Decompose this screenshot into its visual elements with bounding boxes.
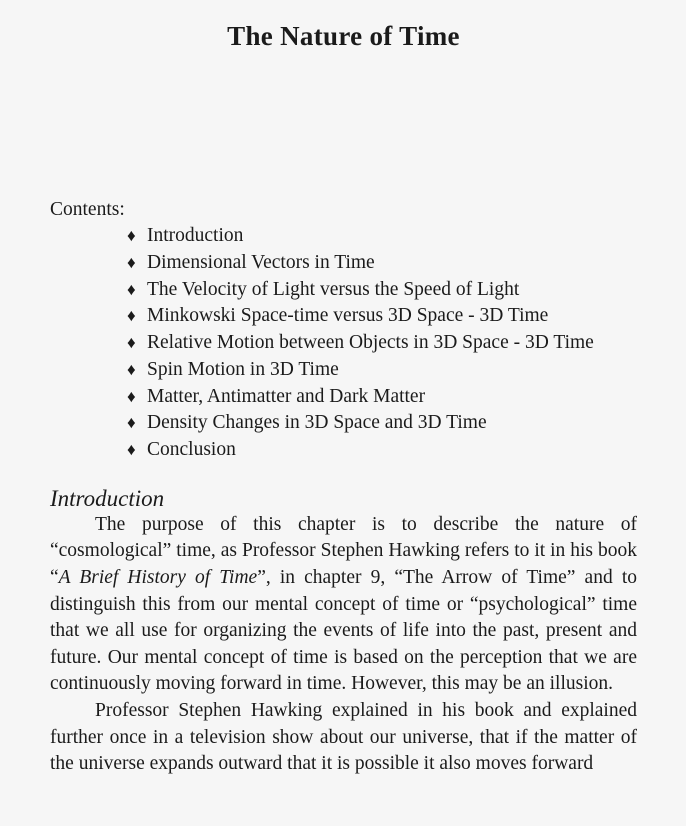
toc-item: [127, 223, 637, 250]
diamond-bullet-icon: ♦: [127, 386, 136, 406]
toc-item-label: Spin Motion in 3D Time: [147, 358, 339, 380]
toc-item-label: Relative Motion between Objects in 3D Space - 3D Time: [147, 332, 594, 353]
toc-item-label: Minkowski Space-time versus 3D Space - 3D Time: [147, 305, 549, 327]
paragraph-1-text-after-book: ”, in chapter 9, “The Arrow of Time” and to distinguish this from our mental concept of time or “psychological” time that we all use for organizing the events of life into the past, present and future. Our mental concept of time is based on the perception that we are continuously moving forward in time. However, this may be an illusion.: [50, 566, 637, 695]
toc-item: [127, 357, 637, 384]
paragraph-1-text-before-book: The purpose of this chapter is to describe the nature of “cosmological” time, as Professor Stephen Hawking refers to it in his book “: [50, 513, 637, 588]
toc-item: [127, 437, 637, 464]
toc-item: [127, 384, 637, 411]
toc-item: [127, 410, 637, 437]
document-title: The Nature of Time: [227, 21, 460, 51]
paragraph-2: Professor Stephen Hawking explained in his book and explained further once in a television show about our universe, that if the matter of the universe expands outward that it is possible it also moves forward: [50, 699, 637, 775]
toc-item-label: Introduction: [147, 225, 244, 246]
toc-item-label: Dimensional Vectors in Time: [147, 251, 375, 273]
diamond-bullet-icon: ♦: [127, 226, 136, 245]
toc-item: [127, 277, 637, 304]
toc-item-label: Matter, Antimatter and Dark Matter: [147, 385, 426, 407]
toc-item-label: Density Changes in 3D Space and 3D Time: [147, 412, 487, 434]
diamond-bullet-icon: ♦: [127, 306, 136, 326]
toc-item: [127, 303, 637, 330]
toc-item: [127, 250, 637, 277]
toc-list: [50, 223, 637, 464]
toc-item-label: The Velocity of Light versus the Speed of Light: [147, 278, 520, 300]
toc-item: [127, 330, 637, 357]
diamond-bullet-icon: ♦: [127, 279, 136, 299]
paragraph-1: [50, 512, 637, 698]
book-title-italic: A Brief History of Time: [58, 566, 258, 588]
diamond-bullet-icon: ♦: [127, 413, 136, 433]
diamond-bullet-icon: ♦: [127, 333, 136, 352]
diamond-bullet-icon: ♦: [127, 252, 136, 272]
section-heading-introduction: Introduction: [50, 485, 165, 511]
toc-label: Contents:: [50, 199, 125, 220]
diamond-bullet-icon: ♦: [127, 359, 136, 379]
toc-item-label: Conclusion: [147, 439, 236, 460]
diamond-bullet-icon: ♦: [127, 440, 136, 459]
